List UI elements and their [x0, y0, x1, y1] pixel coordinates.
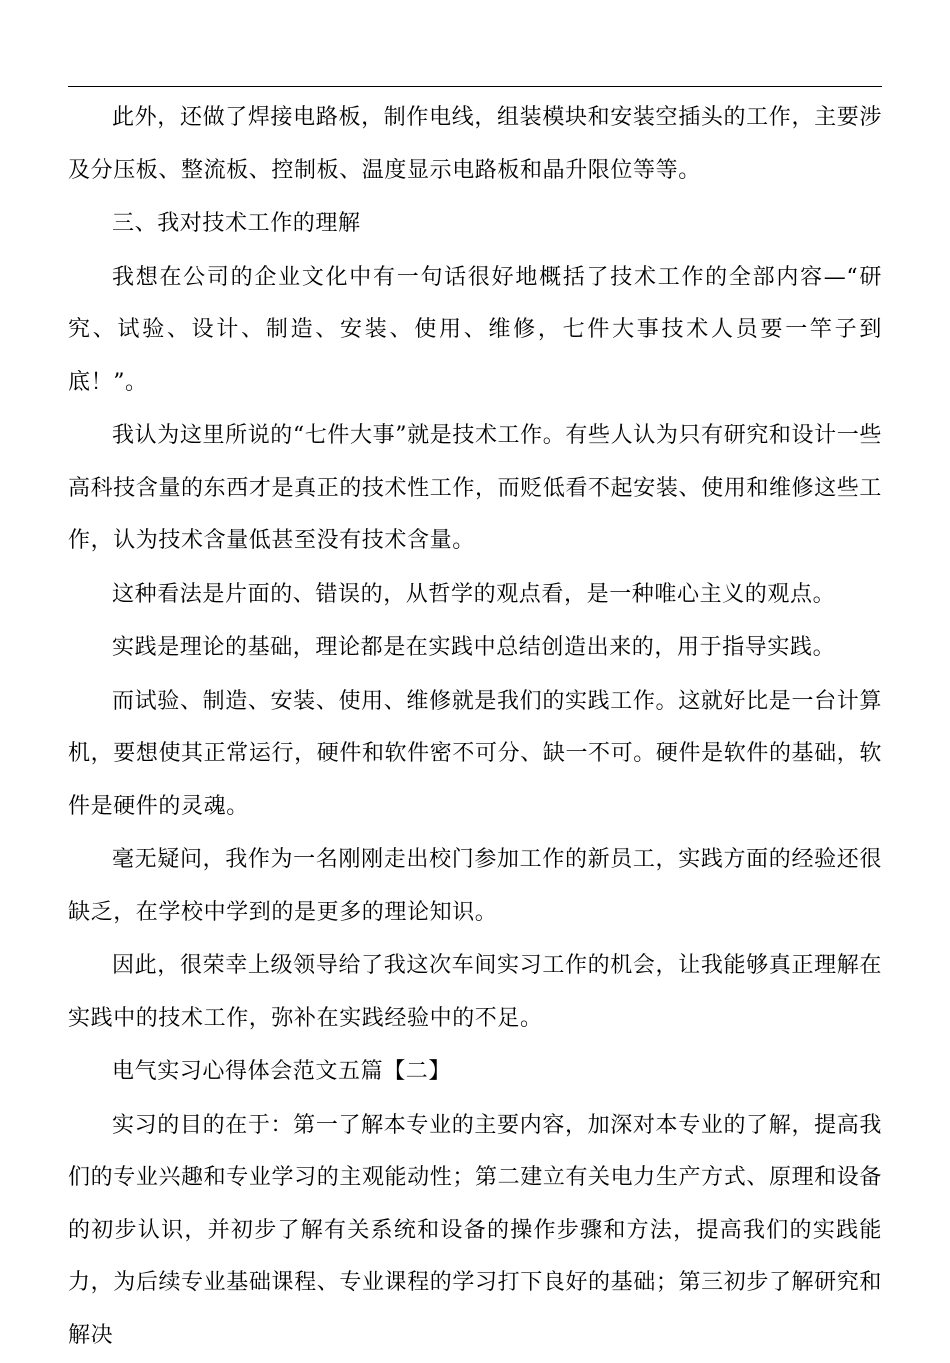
paragraph-soldering-work: 此外，还做了焊接电路板，制作电线，组装模块和安装空插头的工作，主要涉及分压板、整流板、控制板、温度显示电路板和晶升限位等等。 [68, 105, 882, 183]
header-rule [68, 86, 882, 87]
paragraph-computer-analogy: 而试验、制造、安装、使用、维修就是我们的实践工作。这就好比是一台计算机，要想使其正常运行，硬件和软件密不可分、缺一不可。硬件是软件的基础，软件是硬件的灵魂。 [68, 688, 882, 819]
paragraph-seven-tasks: 我认为这里所说的“七件大事”就是技术工作。有些人认为只有研究和设计一些高科技含量的东西才是真正的技术性工作，而贬低看不起安装、使用和维修这些工作，认为技术含量低甚至没有技术含量。 [68, 423, 882, 553]
paragraph-opportunity: 因此，很荣幸上级领导给了我这次车间实习工作的机会，让我能够真正理解在实践中的技术工作，弥补在实践经验中的不足。 [68, 953, 882, 1031]
paragraph-one-sided-view: 这种看法是片面的、错误的，从哲学的观点看，是一种唯心主义的观点。 [112, 581, 836, 607]
section-heading-tech-understanding: 三、我对技术工作的理解 [112, 211, 361, 236]
document-page [68, 0, 882, 1348]
paragraph-internship-purpose: 实习的目的在于：第一了解本专业的主要内容，加深对本专业的了解，提高我们的专业兴趣和专业学习的主观能动性；第二建立有关电力生产方式、原理和设备的初步认识，并初步了解有关系统和设备的操作步骤和方法，提高我们的实践能力，为后续专业基础课程、专业课程的学习打下良好的基础；第三初步了解研究和解决 [68, 1112, 882, 1348]
document-body [68, 92, 882, 1363]
section-heading-essay-two: 电气实习心得体会范文五篇【二】 [112, 1059, 452, 1084]
paragraph-new-employee: 毫无疑问，我作为一名刚刚走出校门参加工作的新员工，实践方面的经验还很缺乏，在学校中学到的是更多的理论知识。 [68, 847, 882, 925]
paragraph-company-culture: 我想在公司的企业文化中有一句话很好地概括了技术工作的全部内容—“研究、试验、设计、制造、安装、使用、维修，七件大事技术人员要一竿子到底！”。 [68, 264, 882, 395]
paragraph-practice-theory: 实践是理论的基础，理论都是在实践中总结创造出来的，用于指导实践。 [112, 635, 836, 660]
